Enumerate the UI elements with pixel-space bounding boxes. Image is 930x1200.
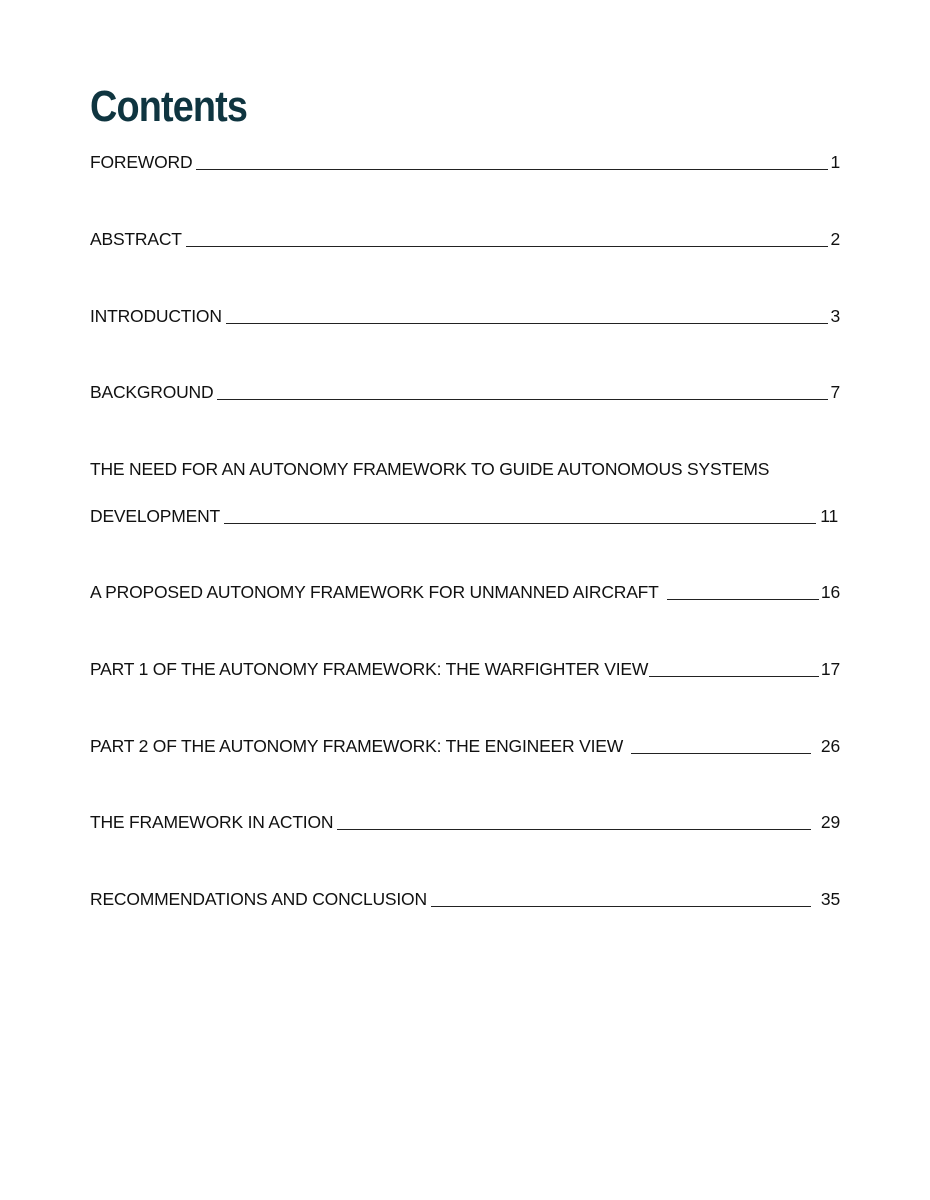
leader-line bbox=[224, 523, 816, 524]
leader-line bbox=[196, 169, 828, 170]
toc-entry-title: INTRODUCTION bbox=[90, 306, 222, 326]
page-title: Contents bbox=[90, 82, 248, 131]
leader-line bbox=[649, 676, 819, 677]
leader-line bbox=[186, 246, 829, 247]
toc-entry-title: RECOMMENDATIONS AND CONCLUSION bbox=[90, 889, 427, 909]
toc-page-number: 17 bbox=[820, 659, 840, 679]
toc-entry-title: A PROPOSED AUTONOMY FRAMEWORK FOR UNMANNED AIRCRAFT bbox=[90, 582, 659, 602]
toc-entry-framework-in-action[interactable] bbox=[90, 810, 840, 834]
toc-entry-title: PART 2 OF THE AUTONOMY FRAMEWORK: THE ENGINEER VIEW bbox=[90, 736, 624, 756]
toc-entry-recommendations[interactable] bbox=[90, 887, 840, 911]
toc-page-number: 29 bbox=[820, 812, 840, 832]
toc-entry-introduction[interactable] bbox=[90, 304, 840, 328]
toc-page-number: 11 bbox=[820, 506, 838, 526]
toc-entry-title: FOREWORD bbox=[90, 152, 193, 172]
toc-entry-need-for-framework[interactable] bbox=[90, 457, 840, 528]
leader-line bbox=[667, 599, 819, 600]
toc-page-number: 2 bbox=[830, 229, 840, 249]
leader-line bbox=[217, 399, 828, 400]
toc-entry-title: PART 1 OF THE AUTONOMY FRAMEWORK: THE WARFIGHTER VIEW bbox=[90, 659, 649, 679]
toc-entry-title: THE FRAMEWORK IN ACTION bbox=[90, 812, 334, 832]
toc-entry-part2-engineer[interactable] bbox=[90, 734, 840, 758]
toc-entry-abstract[interactable] bbox=[90, 227, 840, 251]
toc-entry-title: ABSTRACT bbox=[90, 229, 182, 249]
toc-entry-background[interactable] bbox=[90, 380, 840, 404]
leader-line bbox=[431, 906, 811, 907]
toc-page-number: 26 bbox=[820, 736, 840, 756]
leader-line bbox=[226, 323, 829, 324]
toc-page-number: 3 bbox=[830, 306, 840, 326]
toc-entry-title-line2: DEVELOPMENT bbox=[90, 506, 221, 526]
leader-line bbox=[631, 753, 811, 754]
toc-page-number: 7 bbox=[830, 382, 840, 402]
toc-page-number: 1 bbox=[830, 152, 840, 172]
leader-line bbox=[337, 829, 811, 830]
toc-entry-part1-warfighter[interactable] bbox=[90, 657, 840, 681]
toc-entry-title-line1: THE NEED FOR AN AUTONOMY FRAMEWORK TO GUIDE AUTONOMOUS SYSTEMS bbox=[90, 459, 770, 479]
toc-page-number: 16 bbox=[820, 582, 840, 602]
toc-entry-proposed-framework[interactable] bbox=[90, 580, 840, 604]
toc-page-number: 35 bbox=[820, 889, 840, 909]
toc-entry-title: BACKGROUND bbox=[90, 382, 214, 402]
toc-entry-foreword[interactable] bbox=[90, 150, 840, 174]
